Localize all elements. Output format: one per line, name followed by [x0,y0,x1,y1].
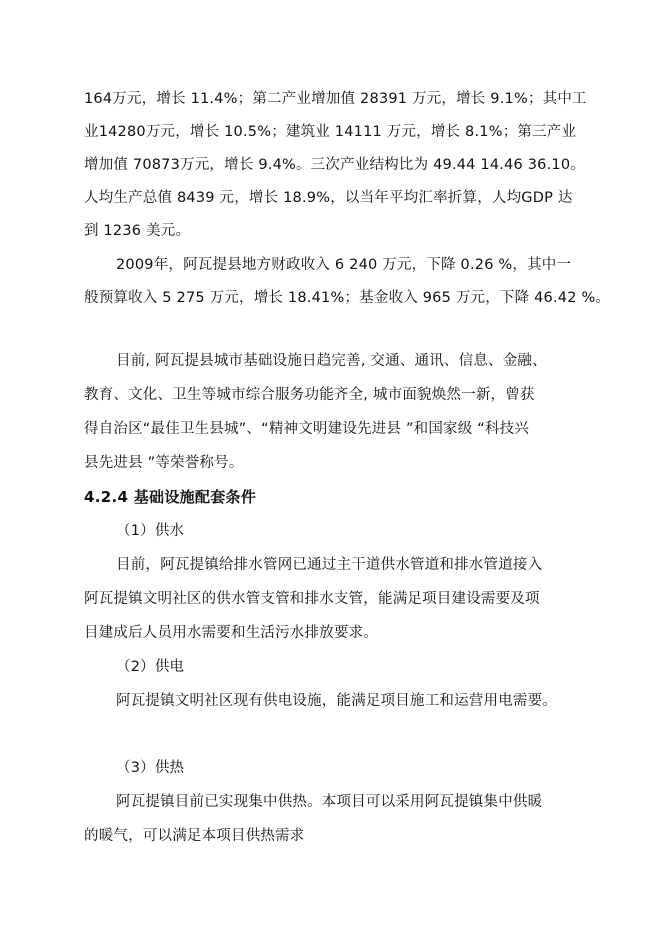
heating-title: （3）供热 [116,760,185,776]
power-title: （2）供电 [116,659,185,675]
economy-line-1: 164万元，增长 11.4%；第二产业增加值 28391 万元，增长 9.1%；其中工 [84,91,587,107]
economy-line-4: 人均生产总值 8439 元，增长 18.9%，以当年平均汇率折算，人均GDP 达 [84,190,573,206]
water-line-3: 目建成后人员用水需要和生活污水排放要求。 [84,625,378,641]
city-line-1: 目前, 阿瓦提县城市基础设施日趋完善, 交通、通讯、信息、金融、 [116,353,547,369]
economy-line-3: 增加值 70873万元，增长 9.4%。三次产业结构比为 49.44 14.46 36.10。 [84,157,585,173]
finance-line-2: 般预算收入 5 275 万元，增长 18.41%；基金收入 965 万元，下降 46.42 %。 [84,290,611,306]
city-line-2: 教育、文化、卫生等城市综合服务功能齐全, 城市面貌焕然一新，曾获 [84,387,535,403]
section-heading: 4.2.4 基础设施配套条件 [84,488,257,506]
city-line-4: 县先进县 ”等荣誉称号。 [84,455,244,471]
water-title: （1）供水 [116,523,185,539]
finance-line-1: 2009年，阿瓦提县地方财政收入 6 240 万元，下降 0.26 %，其中一 [116,257,572,273]
city-line-3: 得自治区“最佳卫生县城”、“精神文明建设先进县 ”和国家级 “科技兴 [84,421,530,437]
heating-line-1: 阿瓦提镇目前已实现集中供热。本项目可以采用阿瓦提镇集中供暖 [116,794,543,810]
economy-line-2: 业14280万元，增长 10.5%；建筑业 14111 万元，增长 8.1%；第三产业 [84,124,577,140]
water-line-1: 目前，阿瓦提镇给排水管网已通过主干道供水管道和排水管道接入 [116,557,543,573]
economy-line-5: 到 1236 美元。 [84,223,191,239]
water-line-2: 阿瓦提镇文明社区的供水管支管和排水支管，能满足项目建设需要及项 [84,591,540,607]
power-line-1: 阿瓦提镇文明社区现有供电设施，能满足项目施工和运营用电需要。 [116,693,557,709]
heating-line-2: 的暖气，可以满足本项目供热需求 [84,828,305,844]
